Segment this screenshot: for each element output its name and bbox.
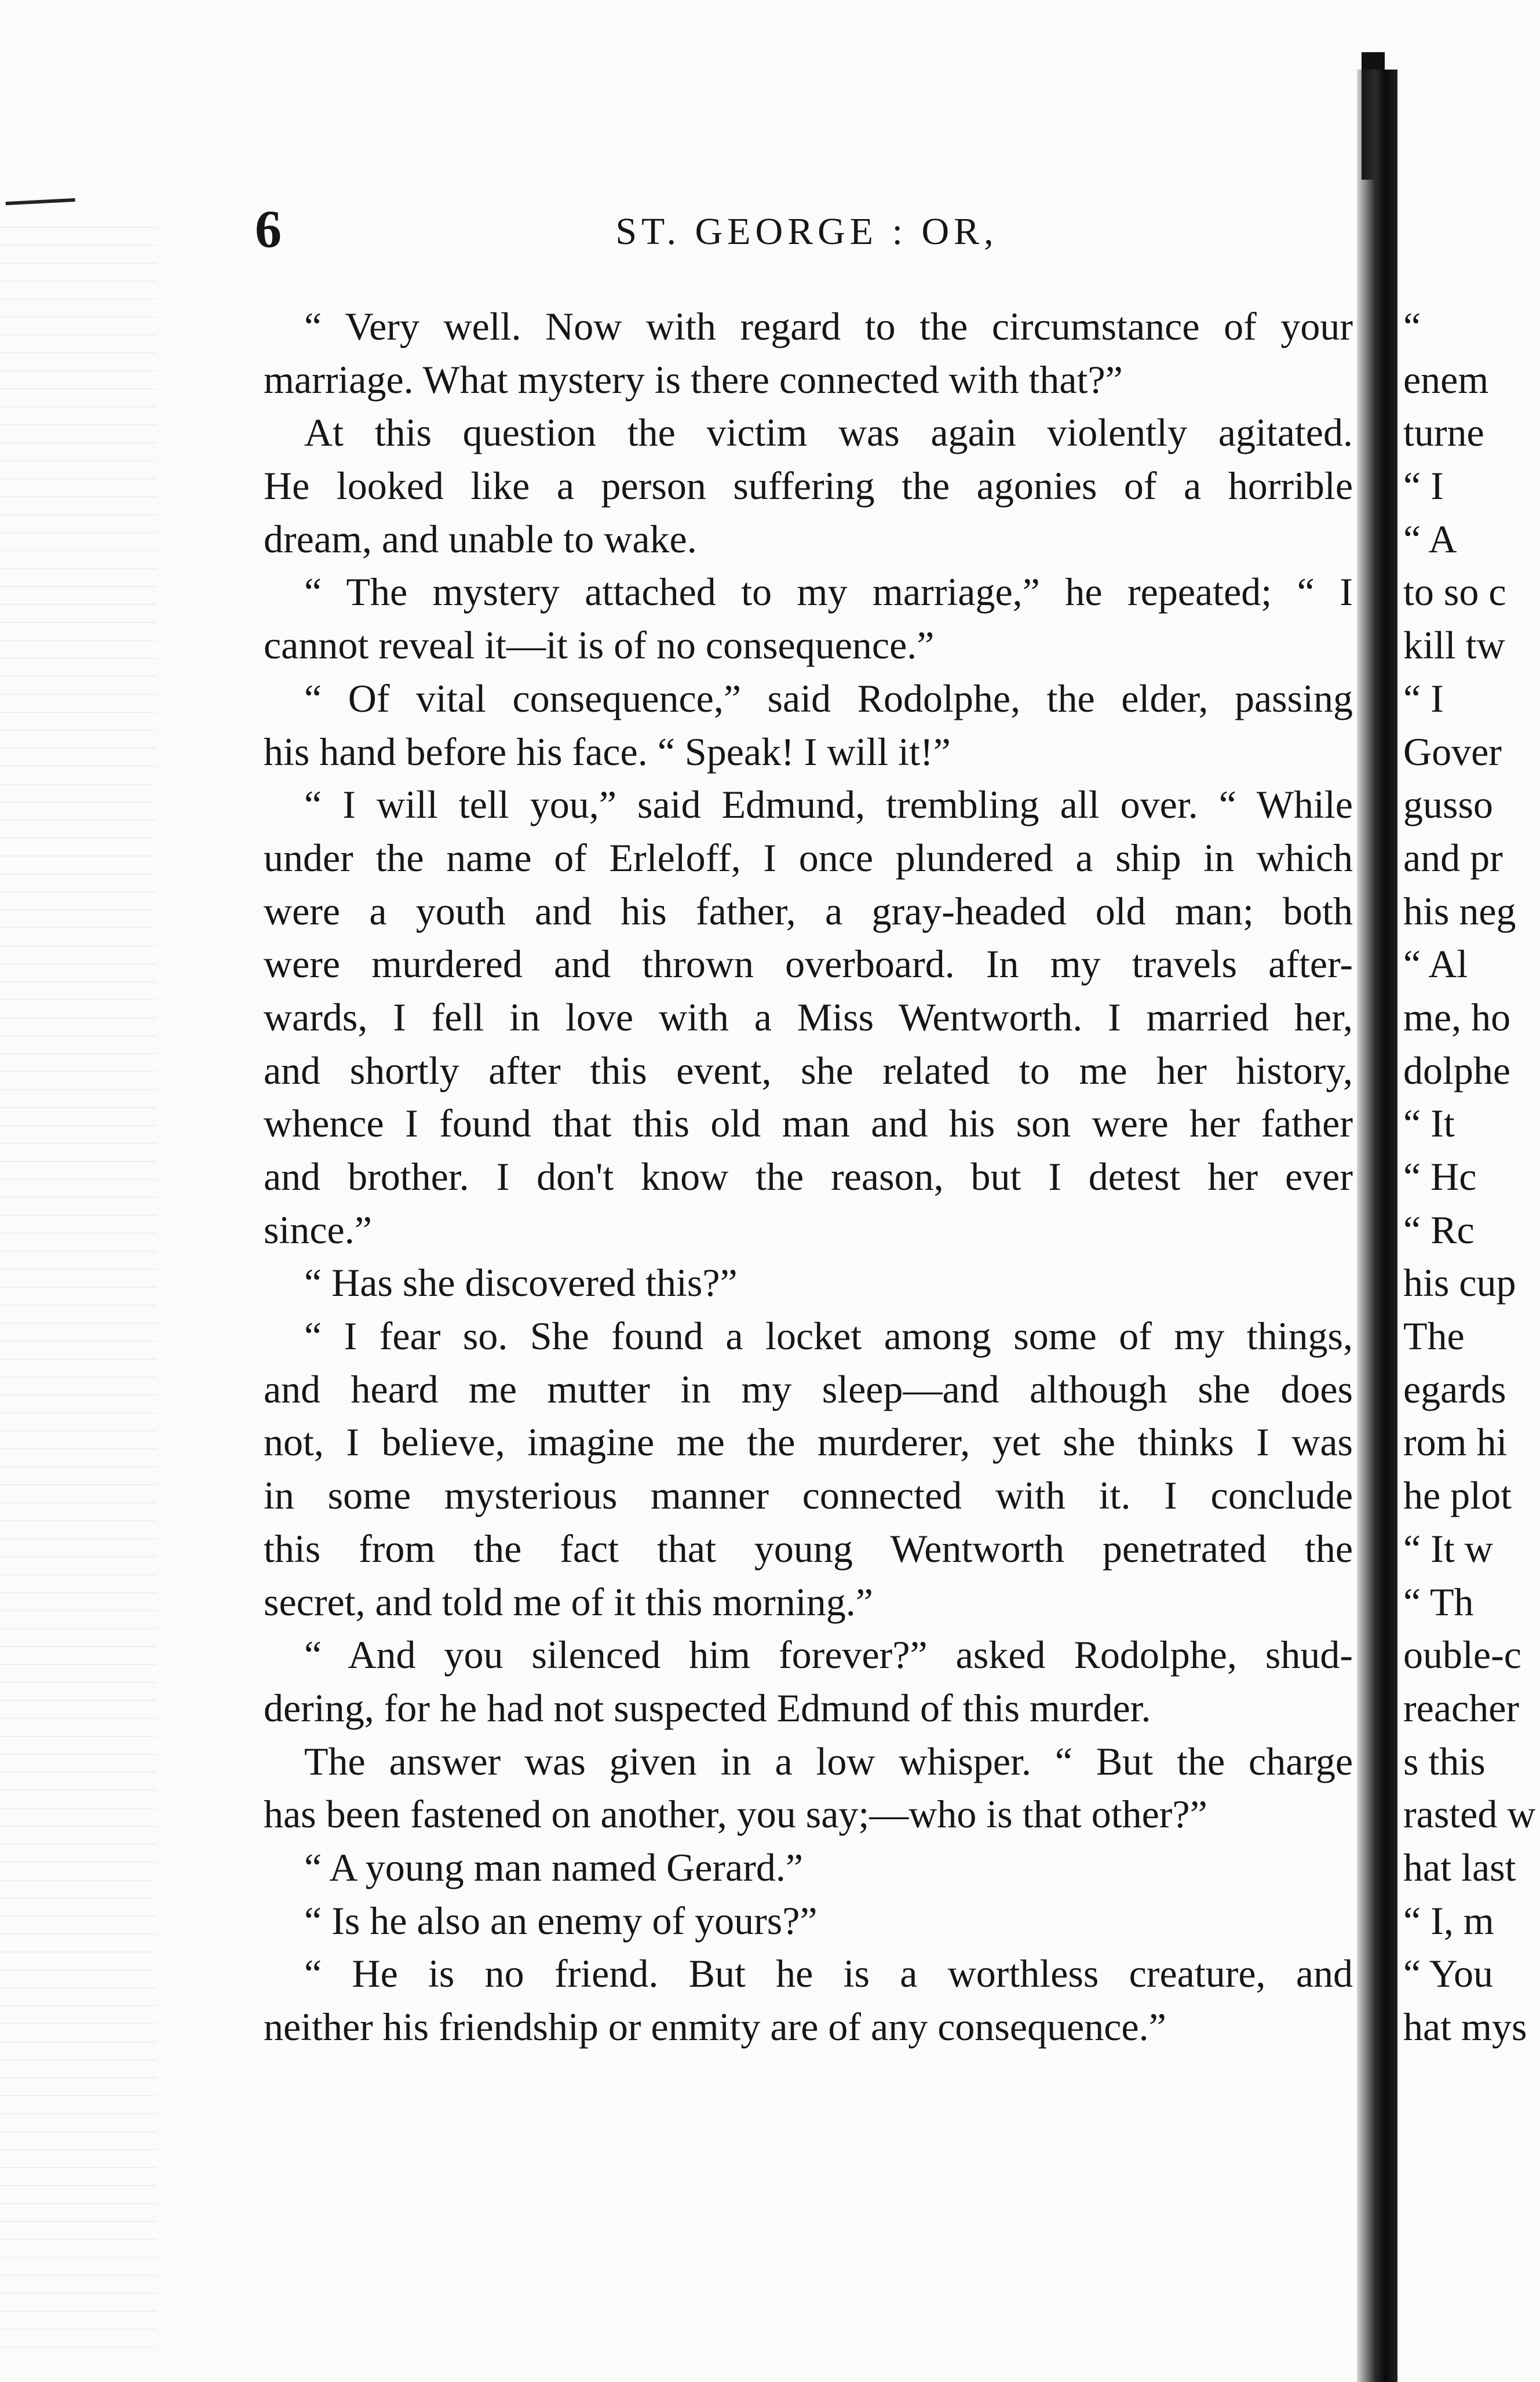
facing-page-line: “ (1403, 304, 1421, 348)
facing-page-line: “ Al (1403, 942, 1468, 986)
text-line: were murdered and thrown overboard. In my travels after- (264, 942, 1353, 986)
text-line: dering, for he had not suspected Edmund of this murder. (264, 1685, 1151, 1730)
text-line: “ And you silenced him forever?” asked Rodolphe, shud- (304, 1633, 1353, 1677)
text-line: marriage. What mystery is there connected with that?” (264, 357, 1123, 402)
facing-page-line: The (1403, 1314, 1465, 1358)
text-line: neither his friendship or enmity are of any consequence.” (264, 2005, 1166, 2049)
text-line: “ Has she discovered this?” (304, 1261, 738, 1305)
text-line: secret, and told me of it this morning.” (264, 1579, 873, 1624)
text-line: “ Very well. Now with regard to the circumstance of your (304, 304, 1353, 348)
text-line: cannot reveal it—it is of no consequence.” (264, 623, 935, 668)
text-line: this from the fact that young Wentworth penetrated the (264, 1526, 1353, 1571)
text-line: were a youth and his father, a gray-headed old man; both (264, 888, 1353, 933)
facing-page-line: dolphe (1403, 1048, 1511, 1092)
facing-page-line: turne (1403, 410, 1484, 455)
text-line: He looked like a person suffering the agonies of a horrible (264, 464, 1353, 508)
facing-page-line: “ I (1403, 676, 1444, 720)
text-line: has been fastened on another, you say;—who is that other?” (264, 1792, 1207, 1837)
text-line: wards, I fell in love with a Miss Wentworth. I married her, (264, 995, 1353, 1039)
page-header (255, 197, 1359, 267)
facing-page-line: his cup (1403, 1261, 1516, 1305)
facing-page-line: “ You (1403, 1951, 1493, 1996)
text-line: and heard me mutter in my sleep—and although she does (264, 1367, 1353, 1411)
text-line: At this question the victim was again violently agitated. (304, 410, 1353, 455)
text-line: “ Of vital consequence,” said Rodolphe, the elder, passing (304, 676, 1353, 720)
text-line: his hand before his face. “ Speak! I will it!” (264, 729, 951, 774)
text-line: since.” (264, 1207, 372, 1252)
text-line: “ I will tell you,” said Edmund, trembling all over. “ While (304, 782, 1353, 827)
facing-page-fragment (1397, 300, 1540, 2054)
facing-page-line: Gover (1403, 729, 1502, 774)
text-line: in some mysterious manner connected with it. I conclude (264, 1473, 1353, 1518)
text-line: The answer was given in a low whisper. “ But the charge (304, 1739, 1353, 1783)
facing-page-line: “ A (1403, 516, 1457, 561)
text-line: “ The mystery attached to my marriage,” he repeated; “ I (304, 570, 1353, 614)
facing-page-line: his neg (1403, 888, 1516, 933)
facing-page-line: “ It w (1403, 1526, 1493, 1571)
text-line: and brother. I don't know the reason, but I detest her ever (264, 1154, 1353, 1199)
text-line: and shortly after this event, she related to me her history, (264, 1048, 1353, 1092)
facing-page-line: gusso (1403, 782, 1493, 827)
facing-page-line: rasted w (1403, 1792, 1536, 1837)
facing-page-line: “ I, m (1403, 1898, 1494, 1943)
facing-page-line: reacher (1403, 1685, 1520, 1730)
facing-page-line: enem (1403, 357, 1489, 402)
scan-corner-mark (6, 198, 76, 212)
text-line: “ A young man named Gerard.” (304, 1845, 804, 1889)
facing-page-line: hat last (1403, 1845, 1516, 1889)
text-line: not, I believe, imagine me the murderer, yet she thinks I was (264, 1420, 1353, 1465)
text-line: under the name of Erleloff, I once plundered a ship in which (264, 835, 1353, 880)
facing-page-line: “ Hc (1403, 1154, 1477, 1199)
text-line: dream, and unable to wake. (264, 516, 697, 561)
facing-page-line: he plot (1403, 1473, 1512, 1518)
text-line: whence I found that this old man and his son were her father (264, 1101, 1353, 1146)
text-line: “ I fear so. She found a locket among some of my things, (304, 1314, 1353, 1358)
text-line: “ Is he also an enemy of yours?” (304, 1898, 818, 1943)
scan-edge-noise (0, 220, 156, 2365)
facing-page-line: ouble-c (1403, 1633, 1521, 1677)
facing-page-line: to so c (1403, 570, 1506, 614)
gutter-shadow (1357, 70, 1397, 2382)
body-text (264, 300, 1353, 2054)
facing-page-line: s this (1403, 1739, 1486, 1783)
facing-page-line: “ I (1403, 464, 1444, 508)
facing-page-line: rom hi (1403, 1420, 1508, 1465)
running-head: ST. GEORGE : OR, (615, 210, 998, 253)
text-line: “ He is no friend. But he is a worthless creature, and (304, 1951, 1353, 1996)
page-number: 6 (255, 199, 282, 258)
facing-page-line: and pr (1403, 835, 1503, 880)
facing-page-line: “ Th (1403, 1579, 1474, 1624)
facing-page-line: “ Rc (1403, 1207, 1475, 1252)
facing-page-line: “ It (1403, 1101, 1455, 1146)
facing-page-line: hat mys (1403, 2005, 1527, 2049)
facing-page-line: kill tw (1403, 623, 1505, 668)
facing-page-line: me, ho (1403, 995, 1511, 1039)
facing-page-line: egards (1403, 1367, 1506, 1411)
